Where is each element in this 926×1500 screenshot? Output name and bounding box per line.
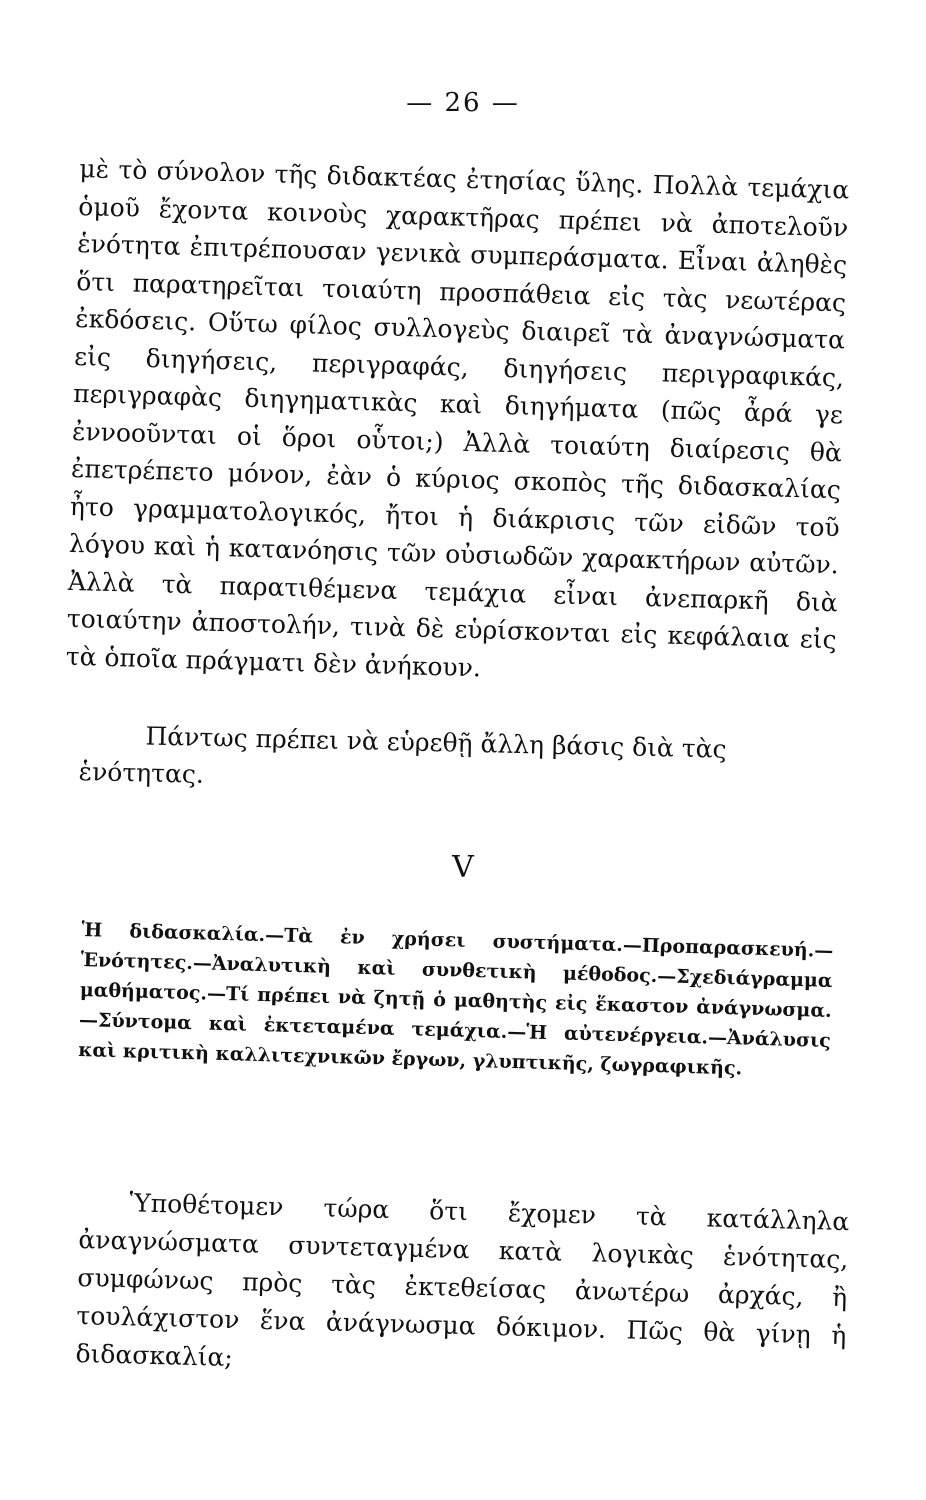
chapter-numeral: V — [452, 850, 474, 885]
paragraph-body-3: Ὑποθέτομεν τώρα ὅτι ἔχομεν τὰ κατάλληλα ἀναγνώσματα συντεταγμένα κατὰ λογικὰς ἑνότητας, συμφώνως πρὸς τὰς ἐκτεθείσας ἀνωτέρω ἀρχάς, ἢ τουλάχιστον ἕνα ἀνάγνωσμα δόκιμον. Πῶς θὰ γίνῃ ἡ διδασκαλία; — [75, 1188, 850, 1373]
paragraph-body-2: Πάντως πρέπει νὰ εὑρεθῇ ἄλλη βάσις διὰ τὰς ἑνότητας. — [78, 721, 727, 789]
paragraph-body-1: μὲ τὸ σύνολον τῆς διδακτέας ἐτησίας ὕλης. Πολλὰ τεμάχια ὁμοῦ ἔχοντα κοινοὺς χαρακτῆρας πρέπει νὰ ἀποτελοῦν ἑνότητα ἐπιτρέπουσαν γενικὰ συμπεράσματα. Εἶναι ἀληθὲς ὅτι παρατηρεῖται τοιαύτη προσπάθεια εἰς τὰς νεωτέρας ἐκδόσεις. Οὕτω φίλος συλλογεὺς διαιρεῖ τὰ ἀναγνώσματα εἰς διηγήσεις, περιγραφάς, διηγήσεις περιγραφικάς, περιγραφὰς διηγηματικὰς καὶ διηγήματα (πῶς ἆρά γε ἐννοοῦνται οἱ ὅροι οὗτοι;) Ἀλλὰ τοιαύτη διαίρεσις θὰ ἐπετρέπετο μόνον, ἐὰν ὁ κύριος σκοπὸς τῆς διδασκαλίας ἦτο γραμματολογικός, ἤτοι ἡ διάκρισις τῶν εἰδῶν τοῦ λόγου καὶ ἡ κατανόησις τῶν οὐσιωδῶν χαρακτήρων αὐτῶν. Ἀλλὰ τὰ παρατιθέμενα τεμάχια εἶναι ἀνεπαρκῆ διὰ τοιαύτην ἀποστολήν, τινὰ δὲ εὑρίσκονται εἰς κεφάλαια εἰς τὰ ὁποῖα πράγματι δὲν ἀνήκουν. — [65, 153, 850, 682]
page-number: — 26 — — [406, 88, 520, 118]
chapter-summary: Ἡ διδασκαλία.—Τὰ ἐν χρήσει συστήματα.—Προπαρασκευή.—Ἑνότητες.—Ἀναλυτικὴ καὶ συνθετικὴ μέθοδος.—Σχεδιάγραμμα μαθήματος.—Τί πρέπει νὰ ζητῇ ὁ μαθητὴς εἰς ἕκαστον ἀνάγνωσμα.—Σύντομα καὶ ἐκτεταμένα τεμάχια.—Ἡ αὐτενέργεια.—Ἀνάλυσις καὶ κριτικὴ καλλιτεχνικῶν ἔργων, γλυπτικῆς, ζωγραφικῆς. — [77, 918, 834, 1080]
